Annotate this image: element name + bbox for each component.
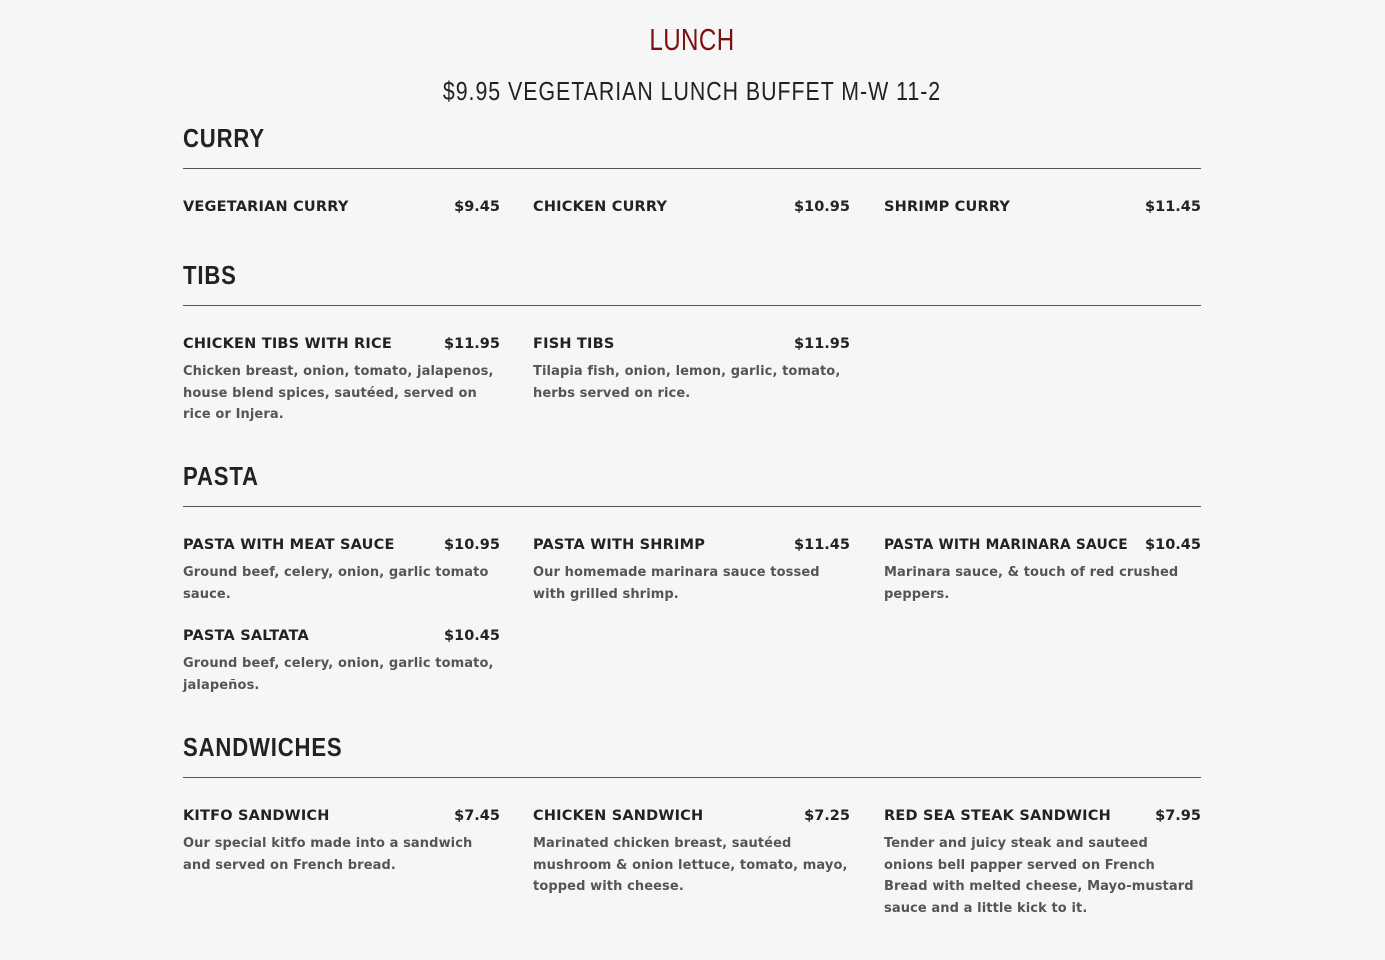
menu-item (183, 808, 500, 876)
item-price: $11.45 (794, 537, 850, 553)
page-title: LUNCH (649, 22, 735, 57)
item-description: Tilapia fish, onion, lemon, garlic, tomato, herbs served on rice. (533, 364, 841, 401)
item-price: $7.25 (804, 808, 850, 824)
menu-item (183, 537, 500, 605)
item-name: CHICKEN CURRY (533, 199, 668, 215)
section-divider (183, 305, 1201, 306)
item-price: $7.45 (454, 808, 500, 824)
menu-item (884, 199, 1201, 221)
item-price: $7.95 (1155, 808, 1201, 824)
section-sandwiches (183, 730, 1201, 916)
menu-item (533, 537, 850, 605)
item-name: PASTA SALTATA (183, 628, 309, 644)
item-price: $10.45 (444, 628, 500, 644)
item-description: Our special kitfo made into a sandwich and served on French bread. (183, 836, 473, 873)
menu-item (183, 336, 500, 426)
section-title: SANDWICHES (183, 732, 343, 762)
item-price: $10.95 (794, 199, 850, 215)
page-subtitle: $9.95 VEGETARIAN LUNCH BUFFET M-W 11-2 (442, 76, 942, 106)
item-description: Marinara sauce, & touch of red crushed peppers. (884, 565, 1179, 602)
item-name: KITFO SANDWICH (183, 808, 330, 824)
item-name: PASTA WITH MEAT SAUCE (183, 537, 395, 553)
item-description: Tender and juicy steak and sauteed onions bell papper served on French Bread with melted cheese, Mayo-mustard sauce and a little kick to it. (884, 836, 1194, 916)
menu-item (183, 199, 500, 221)
section-divider (183, 506, 1201, 507)
menu-item (884, 537, 1201, 605)
section-curry (183, 121, 1201, 215)
section-divider (183, 777, 1201, 778)
section-title: TIBS (183, 260, 237, 290)
item-price: $10.95 (444, 537, 500, 553)
item-name: CHICKEN TIBS WITH RICE (183, 336, 392, 352)
item-description: Chicken breast, onion, tomato, jalapenos, house blend spices, sautéed, served on rice or Injera. (183, 364, 494, 422)
item-description: Ground beef, celery, onion, garlic tomato sauce. (183, 565, 489, 602)
item-description: Marinated chicken breast, sautéed mushroom & onion lettuce, tomato, mayo, topped with cheese. (533, 836, 848, 894)
item-description: Ground beef, celery, onion, garlic tomato, jalapeños. (183, 656, 494, 693)
item-price: $11.95 (444, 336, 500, 352)
item-name: CHICKEN SANDWICH (533, 808, 704, 824)
item-price: $10.45 (1145, 537, 1201, 553)
item-name: SHRIMP CURRY (884, 199, 1011, 215)
item-name: PASTA WITH SHRIMP (533, 537, 706, 553)
section-title: PASTA (183, 461, 259, 491)
item-name: FISH TIBS (533, 336, 615, 352)
item-name: PASTA WITH MARINARA SAUCE (884, 537, 1128, 553)
item-name: VEGETARIAN CURRY (183, 199, 349, 215)
item-price: $9.45 (454, 199, 500, 215)
section-tibs (183, 258, 1201, 422)
section-title: CURRY (183, 123, 266, 153)
menu-item (884, 808, 1201, 919)
item-description: Our homemade marinara sauce tossed with grilled shrimp. (533, 565, 820, 602)
menu-item (533, 199, 850, 221)
menu-item (183, 628, 500, 696)
section-divider (183, 168, 1201, 169)
item-name: RED SEA STEAK SANDWICH (884, 808, 1111, 824)
item-price: $11.95 (794, 336, 850, 352)
section-pasta (183, 459, 1201, 693)
item-price: $11.45 (1145, 199, 1201, 215)
menu-item (533, 808, 850, 898)
menu-item (533, 336, 850, 404)
